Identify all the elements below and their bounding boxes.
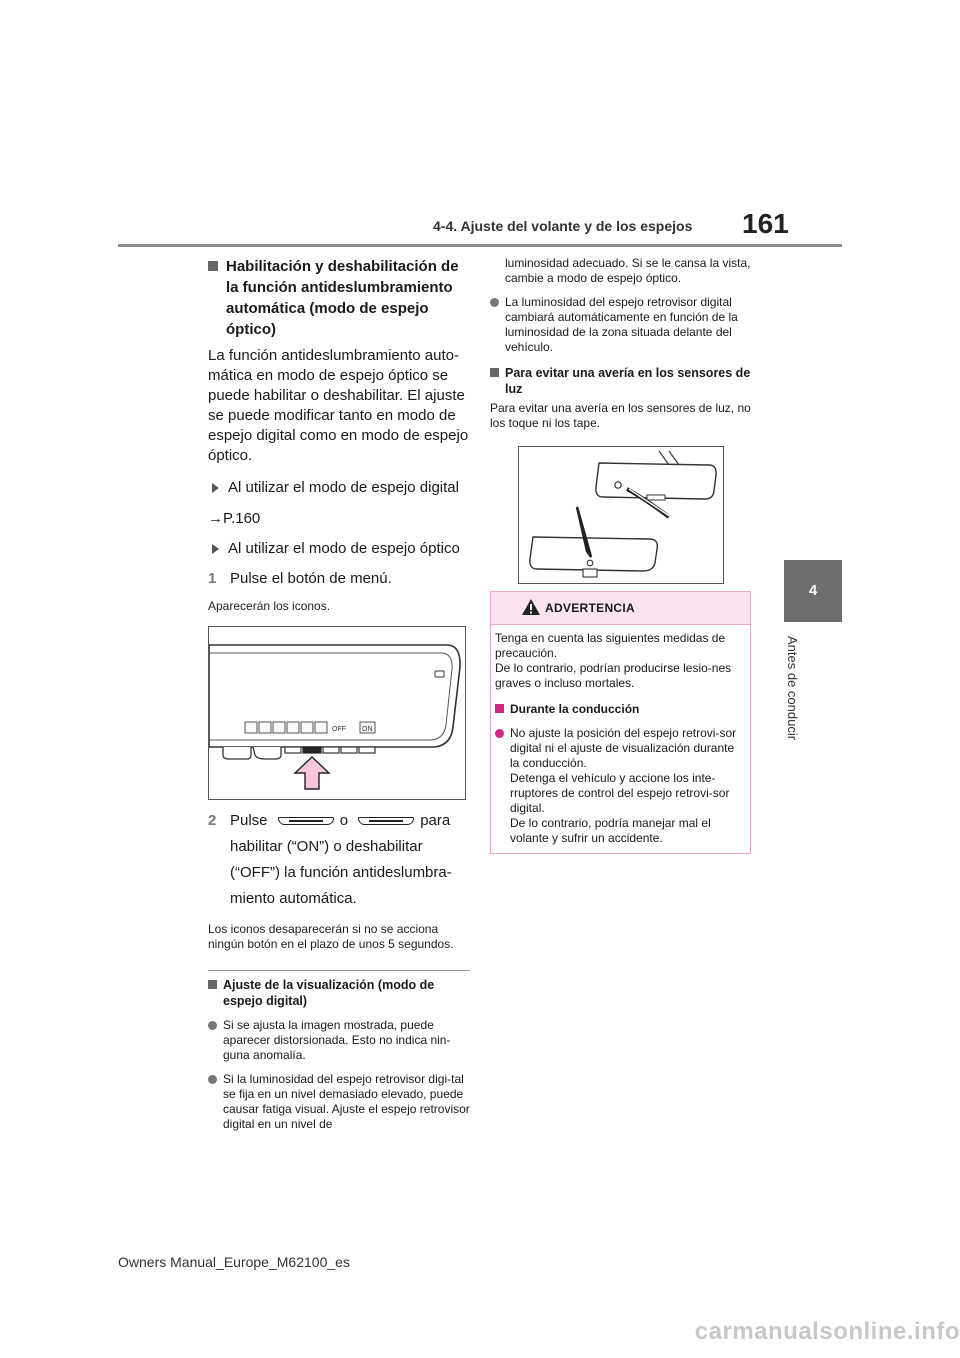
on-label: ON	[362, 726, 373, 733]
bullet-text: Si se ajusta la imagen mostrada, puede aparecer distorsionada. Esto no indica nin-guna anomalía.	[223, 1018, 451, 1062]
subsection-title	[208, 977, 470, 1009]
list-item-text: Al utilizar el modo de espejo digital	[228, 479, 459, 496]
warning-bullet	[495, 726, 742, 846]
chapter-label-text: Antes de conducir	[785, 636, 800, 741]
circle-bullet-icon	[495, 729, 504, 738]
warning-intro: Tenga en cuenta las siguientes medidas de precaución. De lo contrario, podrían producirse lesio-nes graves o incluso mortales.	[495, 631, 732, 690]
step-number: 1	[208, 570, 217, 587]
warning-triangle-icon	[521, 598, 541, 616]
step-2-para: para	[420, 812, 451, 829]
right-column	[490, 256, 752, 431]
continued-text: luminosidad adecuado. Si se le cansa la vista, cambie a modo de espejo óptico.	[505, 256, 751, 285]
list-item-digital	[208, 478, 470, 498]
warning-box	[490, 591, 751, 854]
section-title	[208, 256, 470, 340]
circle-bullet-icon	[490, 298, 499, 307]
step-2-rest: habilitar (“ON”) o deshabilitar (“OFF”) la función antideslumbra-miento automática.	[230, 838, 452, 907]
square-bullet-icon	[495, 704, 504, 713]
chapter-tab: 4	[784, 560, 842, 622]
square-bullet-icon	[208, 261, 218, 271]
triangle-bullet-icon	[212, 483, 219, 493]
square-bullet-icon	[208, 980, 217, 989]
circle-bullet-icon	[208, 1021, 217, 1030]
press-arrow-icon	[295, 757, 329, 789]
chapter-label	[782, 636, 806, 786]
warning-body	[491, 631, 750, 846]
right-button-icon	[358, 817, 414, 825]
step-2-note: Los iconos desaparecerán si no se acciona ningún botón en el plazo de unos 5 segundos.	[208, 922, 454, 951]
page-number: 161	[742, 208, 789, 239]
step-number: 2	[208, 812, 217, 829]
footer-doc-id: Owners Manual_Europe_M62100_es	[118, 1254, 350, 1270]
step-2-or: o	[339, 812, 349, 829]
watermark: carmanualsonline.info	[694, 1318, 960, 1345]
list-item-text: Al utilizar el modo de espejo óptico	[228, 540, 460, 557]
header-rule	[118, 244, 842, 247]
sensor-text: Para evitar una avería en los sensores de luz, no los toque ni los tape.	[490, 401, 751, 430]
light-sensor-illustration	[518, 446, 724, 584]
bullet-item	[490, 295, 752, 355]
section-title-text: Habilitación y deshabilitación de la función antideslumbramiento automática (modo de espejo óptico)	[226, 258, 459, 338]
step-text: Pulse el botón de menú.	[230, 570, 392, 587]
left-button-icon	[278, 817, 334, 825]
step-2-word: Pulse	[230, 812, 268, 829]
divider	[208, 970, 470, 971]
page-reference-link[interactable]: →P.160	[208, 510, 261, 527]
off-label: OFF	[332, 726, 346, 733]
warning-bullet-text: No ajuste la posición del espejo retrovi-sor digital ni el ajuste de visualización durante la conducción. Detenga el vehículo y accione los inte-rruptores de control del espejo retrovi-sor digital. De lo contrario, podría manejar mal el volante y sufrir un accidente.	[510, 726, 737, 845]
intro-text: La función antideslumbramiento auto-mática en modo de espejo óptico se puede habilitar o deshabilitar. El ajuste se puede modificar tanto en modo de espejo digital como en modo de espejo óptico.	[208, 347, 469, 464]
warning-subtitle	[495, 701, 742, 717]
warning-subtitle-text: Durante la conducción	[510, 702, 640, 716]
bullet-item	[208, 1072, 470, 1132]
bullet-text: La luminosidad del espejo retrovisor digital cambiará automáticamente en función de la luminosidad de la zona situada delante del vehículo.	[505, 295, 738, 354]
step-1-note: Aparecerán los iconos.	[208, 599, 331, 613]
left-column	[208, 256, 470, 1132]
light-sensor-svg	[519, 447, 725, 585]
triangle-bullet-icon	[212, 544, 219, 554]
step-2	[208, 808, 470, 912]
subsection-title-text: Ajuste de la visualización (modo de espejo digital)	[223, 978, 435, 1008]
mirror-menu-svg	[209, 627, 466, 800]
circle-bullet-icon	[208, 1075, 217, 1084]
warning-header	[491, 592, 750, 625]
subsection-title-text: Para evitar una avería en los sensores de luz	[505, 366, 751, 396]
warning-title: ADVERTENCIA	[545, 601, 635, 615]
mirror-menu-illustration	[208, 626, 466, 800]
list-item-optical	[208, 539, 470, 559]
bullet-item	[208, 1018, 470, 1063]
step-1	[208, 569, 470, 589]
subsection-title	[490, 365, 752, 397]
header-section-title: 4-4. Ajuste del volante y de los espejos	[433, 218, 693, 234]
square-bullet-icon	[490, 368, 499, 377]
bullet-text: Si la luminosidad del espejo retrovisor digi-tal se fija en un nivel demasiado elevado, puede causar fatiga visual. Ajuste el espejo retrovisor digital en un nivel de	[223, 1072, 470, 1131]
